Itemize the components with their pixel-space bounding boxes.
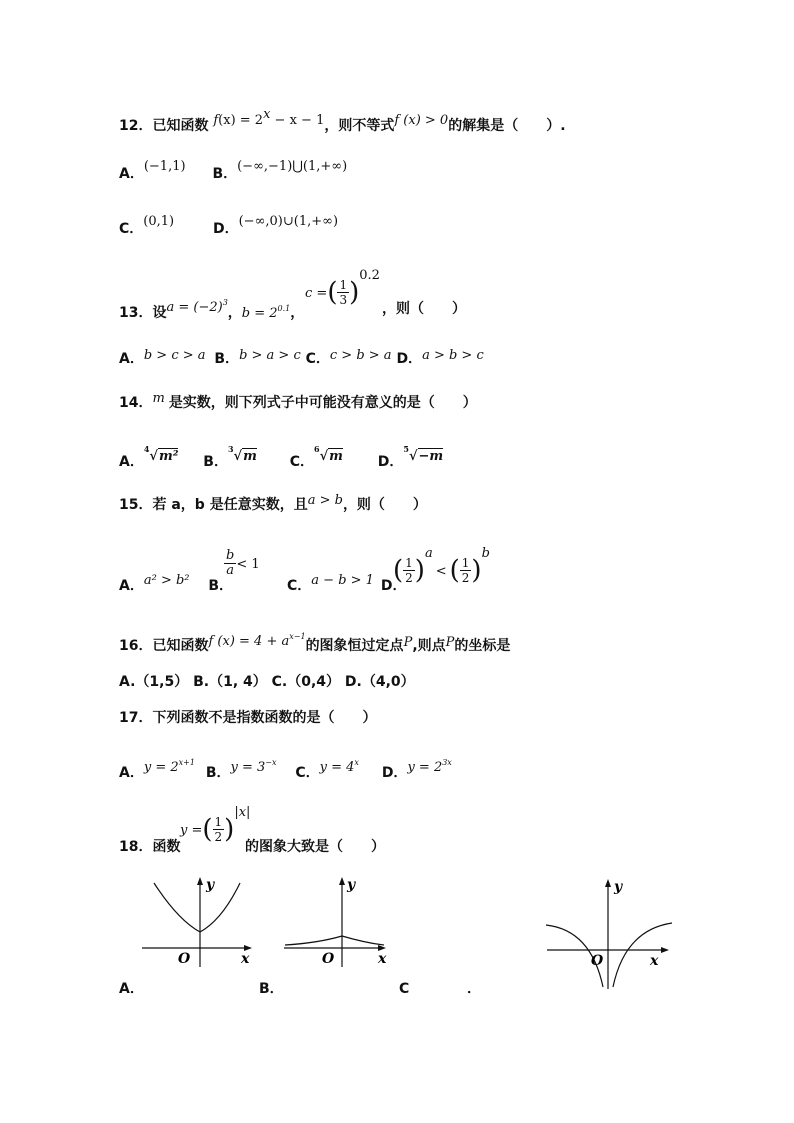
q12-option-d: (−∞,0)∪(1,+∞) <box>238 214 339 229</box>
q18-stem: 18．函数 <box>119 839 181 855</box>
q13-b-def: $b = 2^{0.1}$ <box>241 304 291 321</box>
x-axis-arrow-icon <box>661 947 669 953</box>
origin-label: O <box>178 951 191 967</box>
q12-option-b: (−∞,−1)⋃(1,+∞) <box>237 159 348 174</box>
q13-stem: 13．设$a = (-2)^3$，$b = 2^{0.1}$， <box>119 298 305 321</box>
q12-option-c: (0,1) <box>143 214 175 229</box>
x-label: x <box>241 951 250 967</box>
q17-stem: 17．下列函数不是指数函数的是（ ） <box>119 710 377 726</box>
q17-option-d: $y = 2^{3x}$ <box>407 758 452 775</box>
q13-option-b: b > a > c <box>239 348 301 363</box>
q15-option-a: a² > b² <box>143 573 190 588</box>
q13-option-d: a > b > c <box>422 348 484 363</box>
q13-stem-tail: ，则（ ） <box>382 301 466 317</box>
y-axis-arrow-icon <box>339 877 345 885</box>
q12-options-ab: A．(−1,1) B．(−∞,−1)⋃(1,+∞) <box>119 159 348 182</box>
q14-option-b: $^3$√m <box>227 444 257 464</box>
q12-function: $f(x) = 2^x - x - 1$ <box>213 107 325 128</box>
q18-option-b: B． <box>259 981 284 997</box>
q15-option-d: ( $\frac{1}{2}$ )$^a$< ( $\frac{1}{2}$ )$^b$ <box>393 546 490 586</box>
q18-option-d: ． <box>467 981 481 997</box>
origin-label: O <box>322 951 335 967</box>
q18-function: y =( $\frac{1}{2}$ )$^{|x|}$ <box>180 805 251 845</box>
q16-stem: 16．已知函数f $(x) = 4 + a^{x-1}$的图象恒过定点P,则点P的坐标是 <box>119 632 511 654</box>
q17-option-c: $y = 4^x$ <box>319 758 359 775</box>
x-label: x <box>378 951 387 967</box>
q14-stem: 14．m 是实数，则下列式子中可能没有意义的是（ ） <box>119 391 477 411</box>
q17-options: A．$y = 2^{x+1}$ B．$y = 3^{-x}$ C．$y = 4^x$ D．$y = 2^{3x}$ <box>119 758 452 781</box>
q18-option-c: C <box>399 981 410 997</box>
y-label: y <box>614 879 623 895</box>
q15-option-c: a − b > 1 <box>311 573 374 588</box>
q15-options-cd: C．a − b > 1 D． <box>287 573 407 594</box>
q13-option-a: b > c > a <box>143 348 206 363</box>
q13-option-c: c > b > a <box>329 348 392 363</box>
curve-right <box>613 923 672 987</box>
y-axis-arrow-icon <box>605 879 611 887</box>
q13-options: A．b > c > a B．b > a > c C．c > b > a D．a > b > c <box>119 348 484 367</box>
q13-c-def: c =( $\frac{1}{3}$ )$^{0.2}$ <box>305 268 380 308</box>
q18-graph-b <box>280 875 395 970</box>
q15-options-labels: A．a² > b² B． <box>119 573 234 594</box>
q12-stem: 12．已知函数 $f(x) = 2^x - x - 1$，则不等式f (x) > 0的解集是（ ）. <box>119 107 566 134</box>
origin-label: O <box>591 953 604 969</box>
q14-option-c: $^6$√m <box>314 444 343 464</box>
y-label: y <box>347 877 356 893</box>
q15-stem: 15．若 a，b 是任意实数，且a > b，则（ ） <box>119 493 427 513</box>
q12-options-cd: C．(0,1) D．(−∞,0)∪(1,+∞) <box>119 214 339 237</box>
y-label: y <box>206 877 215 893</box>
q17-option-b: $y = 3^{-x}$ <box>230 758 277 775</box>
curve <box>154 883 240 932</box>
q18-stem-tail: 的图象大致是（ ） <box>245 839 385 855</box>
q16-function: f $(x) = 4 + a^{x-1}$ <box>208 632 306 649</box>
y-axis-arrow-icon <box>197 877 203 885</box>
q18-graph-a <box>138 875 263 970</box>
curve <box>285 936 384 945</box>
x-label: x <box>650 953 659 969</box>
q18-graph-c <box>543 875 675 993</box>
q14-option-d: $^5$√−m <box>403 444 444 464</box>
q14-option-a: $^4$√m² <box>143 444 179 464</box>
q18-option-a: A． <box>119 981 144 997</box>
q12-inequality: f (x) > 0 <box>394 113 449 128</box>
q14-options: A．$^4$√m² B．$^3$√m C．$^6$√m D．$^5$√−m <box>119 444 444 470</box>
q12-option-a: (−1,1) <box>143 159 186 174</box>
q17-option-a: $y = 2^{x+1}$ <box>143 758 195 775</box>
q16-options: A.（1,5） B.（1, 4） C.（0,4） D.（4,0） <box>119 674 415 690</box>
q13-a-def: $a = (-2)^3$ <box>166 298 228 315</box>
q15-option-b: $\frac{b}{a}$ < 1 <box>226 548 260 578</box>
